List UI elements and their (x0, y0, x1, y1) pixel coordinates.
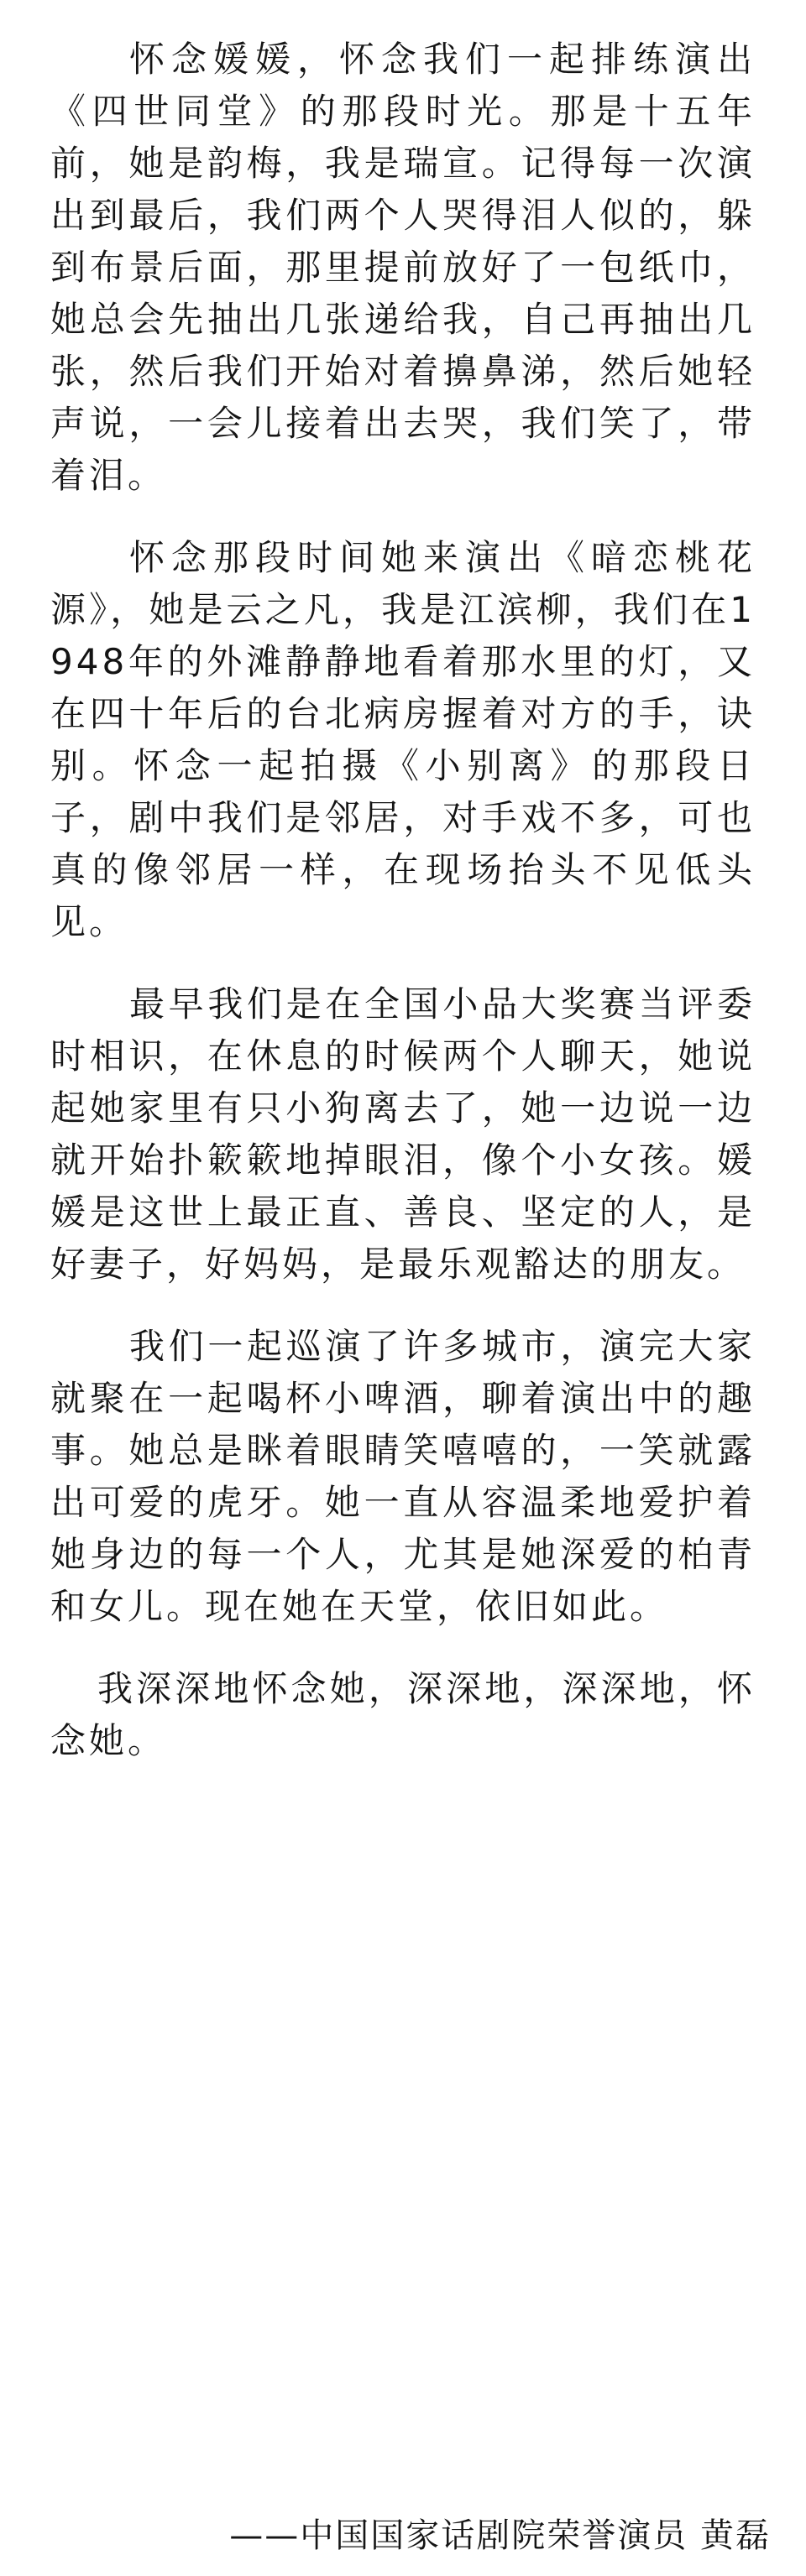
author-signature: ——中国国家话剧院荣誉演员 黄磊 (229, 2516, 771, 2555)
paragraph-1: 怀念媛媛，怀念我们一起排练演出《四世同堂》的那段时光。那是十五年前，她是韵梅，我是瑞宣。记得每一次演出到最后，我们两个人哭得泪人似的，躲到布景后面，那里提前放好了一包纸巾，她总会先抽出几张递给我，自己再抽出几张，然后我们开始对着擤鼻涕，然后她轻声说，一会儿接着出去哭，我们笑了，带着泪。 (50, 39, 756, 496)
paragraph-4: 我们一起巡演了许多城市，演完大家就聚在一起喝杯小啤酒，聊着演出中的趣事。她总是眯着眼睛笑嘻嘻的，一笑就露出可爱的虎牙。她一直从容温柔地爱护着她身边的每一个人，尤其是她深爱的柏青和女儿。现在她在天堂，依旧如此。 (50, 1326, 756, 1627)
paragraph-3: 最早我们是在全国小品大奖赛当评委时相识，在休息的时候两个人聊天，她说起她家里有只小狗离去了，她一边说一边就开始扑簌簌地掉眼泪，像个小女孩。媛媛是这世上最正直、善良、坚定的人，是好妻子，好妈妈，是最乐观豁达的朋友。 (50, 983, 756, 1285)
paragraph-2: 怀念那段时间她来演出《暗恋桃花源》，她是云之凡，我是江滨柳，我们在1948年的外滩静静地看着那水里的灯，又在四十年后的台北病房握着对方的手，诀别。怀念一起拍摄《小别离》的那段日子，剧中我们是邻居，对手戏不多，可也真的像邻居一样，在现场抬头不见低头见。 (50, 537, 756, 942)
paragraph-5: 我深深地怀念她，深深地，深深地，怀念她。 (50, 1668, 756, 1761)
